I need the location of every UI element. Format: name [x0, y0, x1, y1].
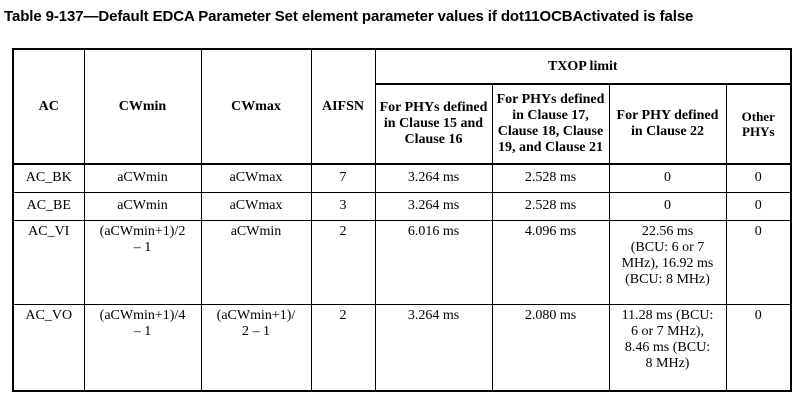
cell-txop-clause-17-21: 4.096 ms — [492, 221, 609, 305]
cell-txop-clause-15-16: 3.264 ms — [375, 164, 492, 193]
cell-txop-clause-17-21: 2.528 ms — [492, 164, 609, 193]
cell-txop-clause-22: 11.28 ms (BCU: 6 or 7 MHz), 8.46 ms (BCU: 8 MHz) — [609, 305, 726, 392]
table-row-ac-bk — [13, 164, 791, 193]
table-row-ac-vi — [13, 221, 791, 305]
cell-ac: AC_VO — [13, 305, 84, 392]
header-txop-clause-22: For PHY defined in Clause 22 — [609, 84, 726, 164]
header-txop-limit: TXOP limit — [375, 49, 791, 84]
edca-parameter-table — [12, 48, 792, 392]
cell-txop-clause-22: 0 — [609, 193, 726, 221]
cell-txop-other: 0 — [726, 221, 791, 305]
cell-txop-clause-15-16: 6.016 ms — [375, 221, 492, 305]
table-row-ac-vo — [13, 305, 791, 392]
cell-txop-clause-22: 0 — [609, 164, 726, 193]
cell-cwmin: aCWmin — [84, 164, 201, 193]
table-row-ac-be — [13, 193, 791, 221]
header-ac: AC — [13, 49, 84, 164]
cell-txop-other: 0 — [726, 305, 791, 392]
cell-cwmin: aCWmin — [84, 193, 201, 221]
cell-txop-clause-22: 22.56 ms (BCU: 6 or 7 MHz), 16.92 ms (BCU: 8 MHz) — [609, 221, 726, 305]
cell-ac: AC_VI — [13, 221, 84, 305]
header-txop-clause-15-16: For PHYs defined in Clause 15 and Clause 16 — [375, 84, 492, 164]
table-caption: Table 9-137—Default EDCA Parameter Set element parameter values if dot11OCBActivated is false — [4, 8, 694, 25]
cell-txop-clause-17-21: 2.080 ms — [492, 305, 609, 392]
cell-cwmax: aCWmax — [201, 193, 311, 221]
cell-aifsn: 3 — [311, 193, 375, 221]
cell-ac: AC_BE — [13, 193, 84, 221]
header-cwmax: CWmax — [201, 49, 311, 164]
cell-cwmax: (aCWmin+1)/ 2 – 1 — [201, 305, 311, 392]
cell-cwmin: (aCWmin+1)/4 – 1 — [84, 305, 201, 392]
cell-txop-clause-15-16: 3.264 ms — [375, 193, 492, 221]
cell-txop-other: 0 — [726, 164, 791, 193]
header-txop-other-phys: Other PHYs — [726, 84, 791, 164]
header-txop-clause-17-21: For PHYs defined in Clause 17, Clause 18, Clause 19, and Clause 21 — [492, 84, 609, 164]
cell-aifsn: 2 — [311, 305, 375, 392]
cell-txop-other: 0 — [726, 193, 791, 221]
cell-cwmin: (aCWmin+1)/2 – 1 — [84, 221, 201, 305]
cell-ac: AC_BK — [13, 164, 84, 193]
cell-txop-clause-15-16: 3.264 ms — [375, 305, 492, 392]
cell-aifsn: 7 — [311, 164, 375, 193]
cell-aifsn: 2 — [311, 221, 375, 305]
cell-txop-clause-17-21: 2.528 ms — [492, 193, 609, 221]
cell-cwmax: aCWmin — [201, 221, 311, 305]
cell-cwmax: aCWmax — [201, 164, 311, 193]
header-aifsn: AIFSN — [311, 49, 375, 164]
header-cwmin: CWmin — [84, 49, 201, 164]
